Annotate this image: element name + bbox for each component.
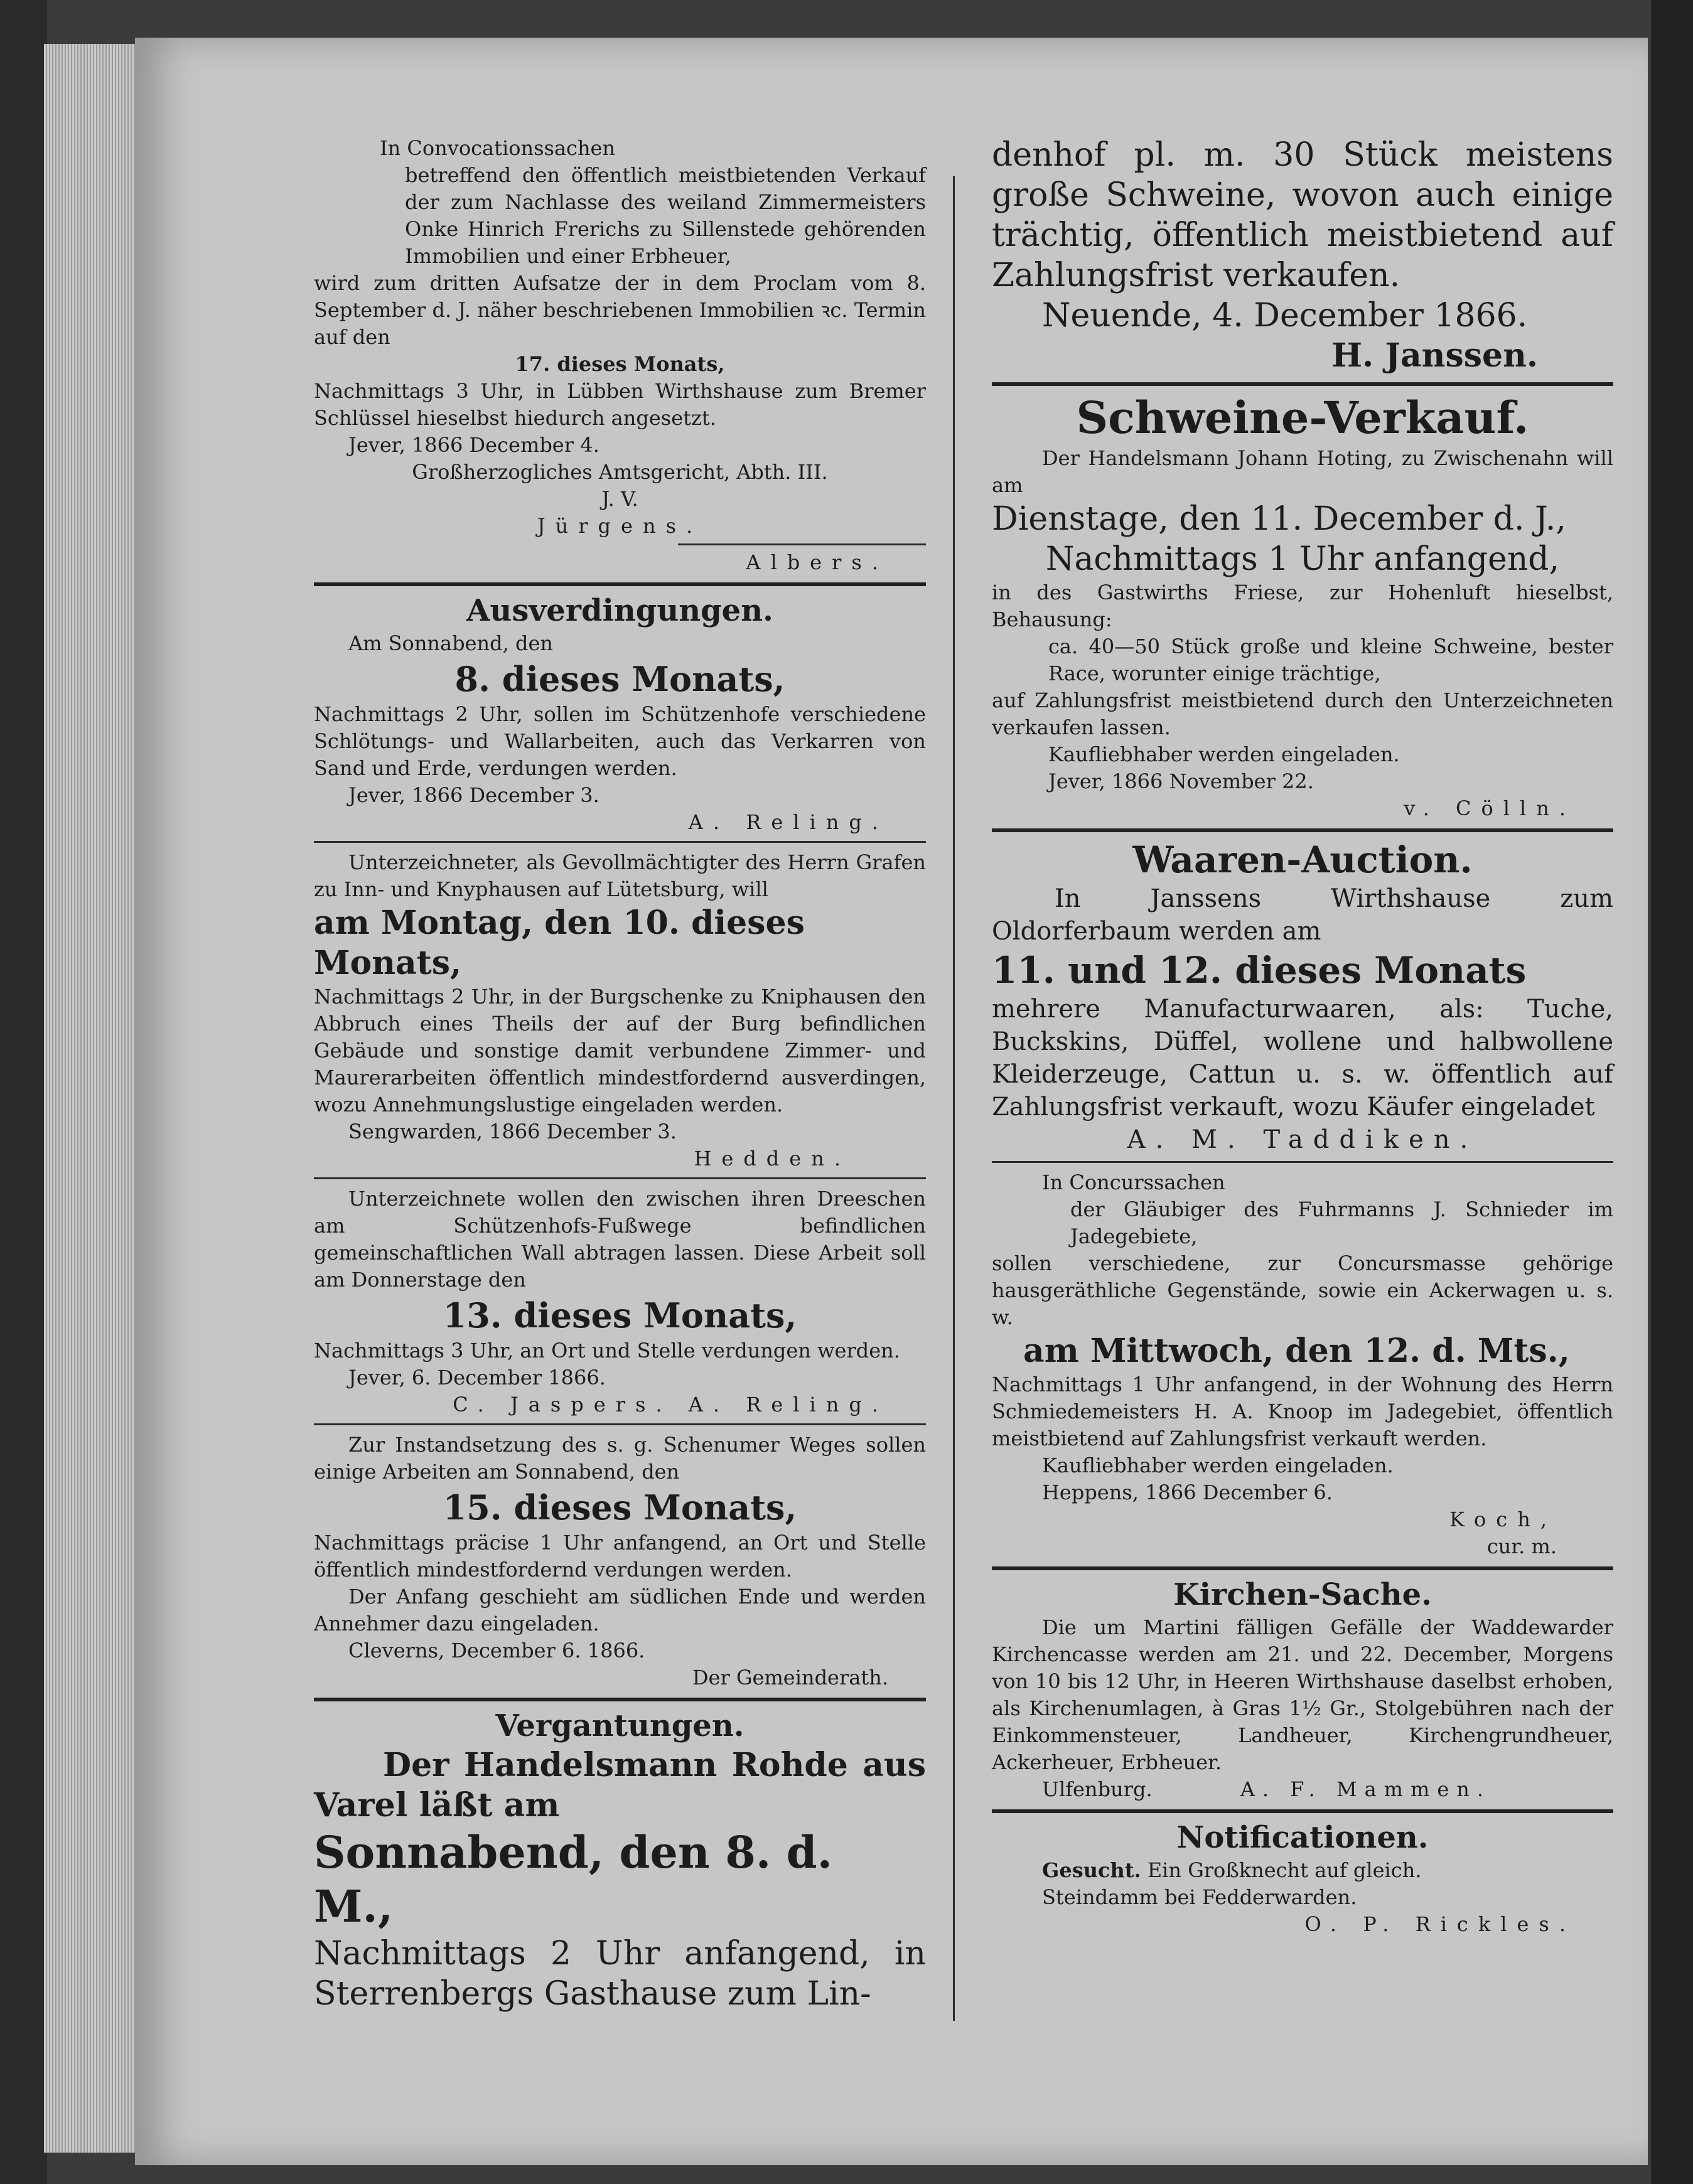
ad-convocation	[314, 135, 926, 576]
ad-signature: A. Reling.	[688, 810, 888, 834]
ad-lindenhof-continued	[992, 135, 1613, 376]
ad-signature: C. Jaspers. A. Reling.	[453, 1393, 888, 1416]
ad-text: Unterzeichneter, als Gevollmächtigter des Herrn Grafen zu Inn- und Knyphausen auf Lütetsburg, will	[314, 850, 926, 901]
section-heading: Schweine-Verkauf.	[1076, 392, 1529, 444]
ad-signature: Koch,	[1449, 1507, 1557, 1531]
ad-text: ca. 40—50 Stück große und kleine Schweine, bester Race, worunter einige trächtige,	[1048, 634, 1613, 685]
section-heading: Kirchen-Sache.	[1173, 1577, 1432, 1612]
ad-place-date: Jever, 1866 December 3.	[348, 783, 599, 807]
ad-signature: A. M. Taddiken.	[1127, 1125, 1478, 1154]
ad-date: Dienstage, den 11. December d. J.,	[992, 500, 1566, 538]
ad-concurssachen	[992, 1169, 1613, 1560]
ad-text: In Convocationssachen	[380, 136, 616, 160]
ad-text: Unterzeichnete wollen den zwischen ihren Dreeschen am Schützenhofs-Fußwege befindlichen gemeinschaftlichen Wall abtragen lassen. Diese Arbeit soll am Donnerstage den	[314, 1187, 926, 1292]
ad-text: In Concurssachen	[1042, 1170, 1225, 1194]
ad-text: Der Handelsmann Rohde aus Varel läßt am	[314, 1746, 926, 1824]
ad-place-date: Jever, 1866 November 22.	[1048, 769, 1314, 793]
section-rule	[992, 1566, 1613, 1570]
ad-text: Nachmittags 1 Uhr anfangend, in der Wohnung des Herrn Schmiedemeisters H. A. Knoop im Jadegebiet, öffentlich meistbietend auf Zahlungsfrist verkauft werden.	[992, 1373, 1613, 1450]
ad-text: Nachmittags präcise 1 Uhr anfangend, an Ort und Stelle öffentlich mindestfordernd verdungen werden.	[314, 1531, 926, 1582]
ad-text: betreffend den öffentlich meistbietenden Verkauf der zum Nachlasse des weiland Zimmermeisters Onke Hinrich Frerichs zu Sillenstede gehörenden Immobilien und einer Erbheuer,	[405, 163, 926, 268]
ad-signature: A. F. Mammen.	[1240, 1777, 1491, 1801]
ad-text: auf Zahlungsfrist meistbietend durch den Unterzeichneten verkaufen lassen.	[992, 688, 1613, 739]
ad-text: Ein Großknecht auf gleich.	[1147, 1858, 1422, 1882]
ad-place: Ulfenburg.	[1042, 1777, 1153, 1801]
section-rule	[314, 582, 926, 586]
section-rule	[992, 828, 1613, 832]
section-heading: Notificationen.	[1176, 1820, 1429, 1855]
ad-date: am Montag, den 10. dieses Monats,	[314, 904, 805, 982]
ad-date: 15. dieses Monats,	[443, 1487, 797, 1528]
ad-text: Kaufliebhaber werden eingeladen.	[1042, 1453, 1394, 1477]
book-spine	[0, 0, 47, 2184]
ad-date: am Mittwoch, den 12. d. Mts.,	[1023, 1332, 1570, 1370]
ad-text: Steindamm bei Fedderwarden.	[1042, 1885, 1357, 1909]
ad-wall	[314, 1186, 926, 1418]
section-heading: Waaren-Auction.	[1132, 838, 1473, 881]
ad-signature: v. Cölln.	[1404, 796, 1576, 820]
ad-text: Nachmittags 2 Uhr, sollen im Schützenhofe verschiedene Schlötungs- und Wallarbeiten, auch das Verkarren von Sand und Erde, verdungen werden.	[314, 702, 926, 780]
ad-date: 8. dieses Monats,	[454, 659, 785, 699]
section-rule	[314, 1698, 926, 1701]
ad-vergantungen	[314, 1706, 926, 2014]
ad-text: In Janssens Wirthshause zum Oldorferbaum werden am	[992, 884, 1613, 946]
ad-date: 13. dieses Monats,	[443, 1295, 797, 1336]
ad-text: Nachmittags 2 Uhr, in der Burgschenke zu Kniphausen den Abbruch eines Theils der auf der Burg befindlichen Gebäude und sonstige damit verbundene Zimmer- und Maurerarbeiten öffentlich mindestfordernd ausverdingen, wozu Annehmungslustige eingeladen werden.	[314, 985, 926, 1116]
ad-text: Nachmittags 3 Uhr, in Lübben Wirthshause zum Bremer Schlüssel hieselbst hiedurch angesetzt.	[314, 379, 926, 430]
ad-text: Nachmittags 2 Uhr anfangend, in Sterrenbergs Gasthause zum Lin-	[314, 1935, 926, 2013]
ad-rule	[314, 1423, 926, 1425]
ad-waaren-auction	[992, 837, 1613, 1156]
ad-kirchen-sache	[992, 1575, 1613, 1803]
ad-knyphausen	[314, 849, 926, 1172]
ad-text: Am Sonnabend, den	[348, 631, 553, 655]
ad-text: Nachmittags 3 Uhr, an Ort und Stelle verdungen werden.	[314, 1339, 900, 1362]
scan-border	[1651, 0, 1693, 2184]
ad-notificationen	[992, 1818, 1613, 1938]
ad-rule	[314, 1177, 926, 1179]
section-rule	[992, 1809, 1613, 1813]
right-column	[992, 135, 1613, 1938]
ad-signature: Albers.	[746, 550, 888, 574]
ad-place-date: Cleverns, December 6. 1866.	[348, 1639, 645, 1662]
ad-place-date: Jever, 1866 December 4.	[348, 433, 599, 457]
ad-text: Der Anfang geschieht am südlichen Ende und werden Annehmer dazu eingeladen.	[314, 1585, 926, 1635]
ad-time: Nachmittags 1 Uhr anfangend,	[1045, 540, 1560, 578]
ad-date: Sonnabend, den 8. d. M.,	[314, 1826, 832, 1932]
ad-signature: Der Gemeinderath.	[692, 1666, 888, 1689]
signature-rule	[678, 543, 926, 545]
ad-place-date	[992, 1776, 1613, 1803]
ad-date: 11. und 12. dieses Monats	[992, 949, 1527, 992]
book-page-edges	[44, 44, 138, 2153]
ad-text: der Gläubiger des Fuhrmanns J. Schnieder im Jadegebiete,	[1070, 1197, 1613, 1248]
ad-signature: H. Janssen.	[1331, 336, 1538, 375]
ad-text: Der Handelsmann Johann Hoting, zu Zwischenahn will am	[992, 446, 1613, 497]
ad-signature: Hedden.	[694, 1147, 851, 1170]
ad-text-line	[992, 1857, 1613, 1884]
left-column	[314, 135, 926, 2014]
section-rule	[992, 382, 1613, 386]
ad-place-date: Heppens, 1866 December 6.	[1042, 1480, 1333, 1504]
ad-signature: Jürgens.	[537, 514, 703, 538]
ad-place-date: Sengwarden, 1866 December 3.	[348, 1120, 677, 1143]
section-heading: Vergantungen.	[495, 1708, 744, 1743]
ad-label: Gesucht.	[1042, 1858, 1141, 1882]
ad-text: Die um Martini fälligen Gefälle der Waddewarder Kirchencasse werden am 21. und 22. December, Morgens von 10 bis 12 Uhr, in Heeren Wirthshause daselbst erhoben, als Kirchenumlagen, à Gras 1½ Gr., Stolgebühren nach der Einkommensteuer, Landheuer, Kirchengrundheuer, Ackerheuer, Erbheuer.	[992, 1615, 1613, 1774]
ad-text: in des Gastwirths Friese, zur Hohenluft hieselbst, Behausung:	[992, 581, 1613, 631]
ad-authority: Großherzogliches Amtsgericht, Abth. III.	[412, 460, 828, 484]
ad-date: 17. dieses Monats,	[515, 352, 725, 376]
ad-rule	[314, 841, 926, 843]
ad-text: mehrere Manufacturwaaren, als: Tuche, Buckskins, Düffel, wollene und halbwollene Kleiderzeuge, Cattun u. s. w. öffentlich auf Zahlungsfrist verkauft, wozu Käufer eingeladet	[992, 995, 1613, 1121]
ad-text: denhof pl. m. 30 Stück meistens große Schweine, wovon auch einige trächtig, öffentlich meistbietend auf Zahlungsfrist verkaufen.	[992, 136, 1613, 294]
ad-text: Zur Instandsetzung des s. g. Schenumer Weges sollen einige Arbeiten am Sonnabend, den	[314, 1433, 926, 1484]
ad-place-date: Jever, 6. December 1866.	[348, 1366, 606, 1389]
section-heading: Ausverdingungen.	[466, 593, 773, 628]
ad-signature-title: cur. m.	[1486, 1534, 1557, 1558]
ad-ausverdingungen	[314, 591, 926, 836]
ad-schenumer-weg	[314, 1432, 926, 1691]
ad-text: wird zum dritten Aufsatze der in dem Proclam vom 8. September d. J. näher beschriebenen Immobilien ꝛc. Termin auf den	[314, 271, 926, 349]
ad-text: sollen verschiedene, zur Concursmasse gehörige hausgeräthliche Gegenstände, sowie ein Ackerwagen u. s. w.	[992, 1251, 1613, 1329]
column-divider	[953, 176, 955, 2021]
ad-text: Kaufliebhaber werden eingeladen.	[1048, 742, 1400, 766]
ad-schweine-verkauf	[992, 391, 1613, 822]
ad-place-date: Neuende, 4. December 1866.	[1042, 297, 1528, 335]
ad-rule	[992, 1161, 1613, 1163]
ad-signature: O. P. Rickles.	[1304, 1912, 1576, 1936]
ad-text: J. V.	[601, 487, 638, 511]
